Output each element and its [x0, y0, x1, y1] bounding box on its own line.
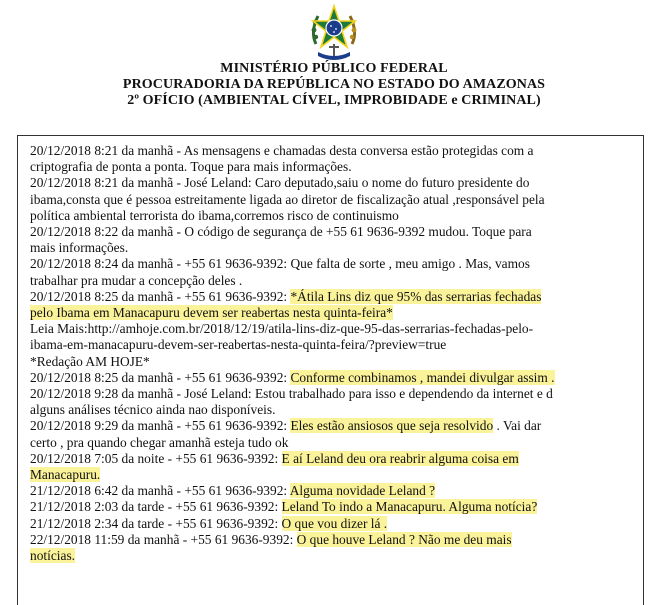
- transcript-line: [30, 305, 644, 321]
- transcript-line: [30, 240, 644, 256]
- transcript-line: [30, 370, 644, 386]
- transcript-line: [30, 354, 644, 370]
- line-text: 20/12/2018 8:21 da manhã - As mensagens e chamadas desta conversa estão protegidas com a: [30, 143, 534, 158]
- line-text: 20/12/2018 8:25 da manhã - +55 61 9636-9392:: [30, 369, 291, 385]
- transcript-line: [30, 451, 644, 467]
- star-emblem: [313, 6, 355, 47]
- header-line-2: PROCURADORIA DA REPÚBLICA NO ESTADO DO AMAZONAS: [122, 77, 546, 92]
- line-text: 20/12/2018 8:22 da manhã - O código de segurança de +55 61 9636-9392 mudou. Toque para: [30, 224, 532, 240]
- highlighted-text: Leland To indo a Manacapuru. Alguma notícia?: [281, 499, 538, 515]
- highlighted-text: Eles estão ansiosos que seja resolvido: [290, 418, 494, 434]
- line-text: 21/12/2018 6:42 da manhã - +55 61 9636-9392:: [30, 483, 290, 499]
- transcript-line: [30, 192, 644, 208]
- transcript-line: [30, 175, 644, 191]
- transcript-line: [30, 224, 644, 240]
- line-text: 20/12/2018 9:28 da manhã - José Leland: Estou trabalhado para isso e dependendo da internet e d: [30, 386, 553, 402]
- highlighted-text: notícias.: [30, 548, 75, 564]
- header-line-3: 2º OFÍCIO (AMBIENTAL CÍVEL, IMPROBIDADE e CRIMINAL): [127, 93, 541, 108]
- sword-hilt: [329, 44, 339, 56]
- transcript-line: [30, 516, 644, 532]
- transcript-frame: [17, 135, 644, 605]
- transcript-line: [30, 208, 644, 224]
- line-text: 20/12/2018 9:29 da manhã - +55 61 9636-9392:: [30, 418, 291, 434]
- transcript-line: [30, 418, 644, 434]
- line-text: 20/12/2018 8:25 da manhã - +55 61 9636-9392:: [30, 288, 291, 304]
- transcript-line: [30, 532, 644, 548]
- header-line-1: MINISTÉRIO PÚBLICO FEDERAL: [220, 61, 448, 76]
- transcript-line: [30, 321, 644, 337]
- line-text: certo , pra quando chegar amanhã esteja tudo ok: [30, 434, 289, 450]
- highlighted-text: Conforme combinamos , mandei divulgar assim .: [290, 369, 555, 385]
- highlighted-text: O que vou dizer lá .: [281, 515, 388, 531]
- highlighted-text: *Átila Lins diz que 95% das serrarias fechadas: [290, 288, 542, 304]
- transcript-line: [30, 386, 644, 402]
- transcript-line: [30, 499, 644, 515]
- highlighted-text: O que houve Leland ? Não me deu mais: [296, 531, 512, 547]
- transcript-line: [30, 289, 644, 305]
- line-text: 21/12/2018 2:03 da tarde - +55 61 9636-9392:: [30, 499, 282, 515]
- line-text: ibama-em-manacapuru-devem-ser-reabertas-nesta-quinta-feira/?preview=true: [30, 337, 447, 353]
- line-text: 22/12/2018 11:59 da manhã - +55 61 9636-9392:: [30, 531, 297, 547]
- highlighted-text: E aí Leland deu ora reabrir alguma coisa em: [281, 450, 519, 466]
- line-text: 20/12/2018 8:21 da manhã - José Leland: Caro deputado,saiu o nome do futuro presidente do: [30, 175, 530, 191]
- line-text: *Redação AM HOJE*: [30, 353, 150, 369]
- line-text: mais informações.: [30, 240, 129, 256]
- highlighted-text: Manacapuru.: [30, 467, 101, 483]
- document-header: [0, 61, 668, 109]
- line-text: 21/12/2018 2:34 da tarde - +55 61 9636-9392:: [30, 515, 282, 531]
- transcript-line: [30, 143, 644, 159]
- transcript-line: [30, 435, 644, 451]
- transcript-line: [30, 337, 644, 353]
- transcript-line: [30, 256, 644, 272]
- line-text: ibama,consta que é pessoa estreitamente ligada ao diretor de fiscalização atual ,responsável pela: [30, 191, 545, 207]
- line-text: 20/12/2018 8:24 da manhã - +55 61 9636-9392: Que falta de sorte , meu amigo . Mas, vamos: [30, 256, 530, 272]
- highlighted-text: pelo Ibama em Manacapuru devem ser reabertas nesta quinta-feira*: [30, 305, 393, 321]
- line-text: . Vai dar: [493, 418, 542, 434]
- transcript-line: [30, 483, 644, 499]
- line-text: 20/12/2018 7:05 da noite - +55 61 9636-9392:: [30, 450, 282, 466]
- chat-transcript: [30, 143, 644, 564]
- transcript-line: [30, 548, 644, 564]
- line-text: Leia Mais:http://amhoje.com.br/2018/12/19/atila-lins-diz-que-95-das-serrarias-fechadas-pelo-: [30, 321, 534, 337]
- highlighted-text: Alguma novidade Leland ?: [289, 483, 436, 499]
- line-text: criptografia de ponta a ponta. Toque para mais informações.: [30, 159, 352, 175]
- transcript-line: [30, 273, 644, 289]
- transcript-line: [30, 402, 644, 418]
- coat-of-arms-seal: [306, 4, 362, 60]
- transcript-line: [30, 159, 644, 175]
- transcript-line: [30, 467, 644, 483]
- line-text: trabalhar pra mudar a concepção deles .: [30, 272, 243, 288]
- line-text: política ambiental terrorista do ibama,corremos risco de continuismo: [30, 207, 399, 223]
- line-text: alguns análises técnico ainda nao disponíveis.: [30, 402, 276, 418]
